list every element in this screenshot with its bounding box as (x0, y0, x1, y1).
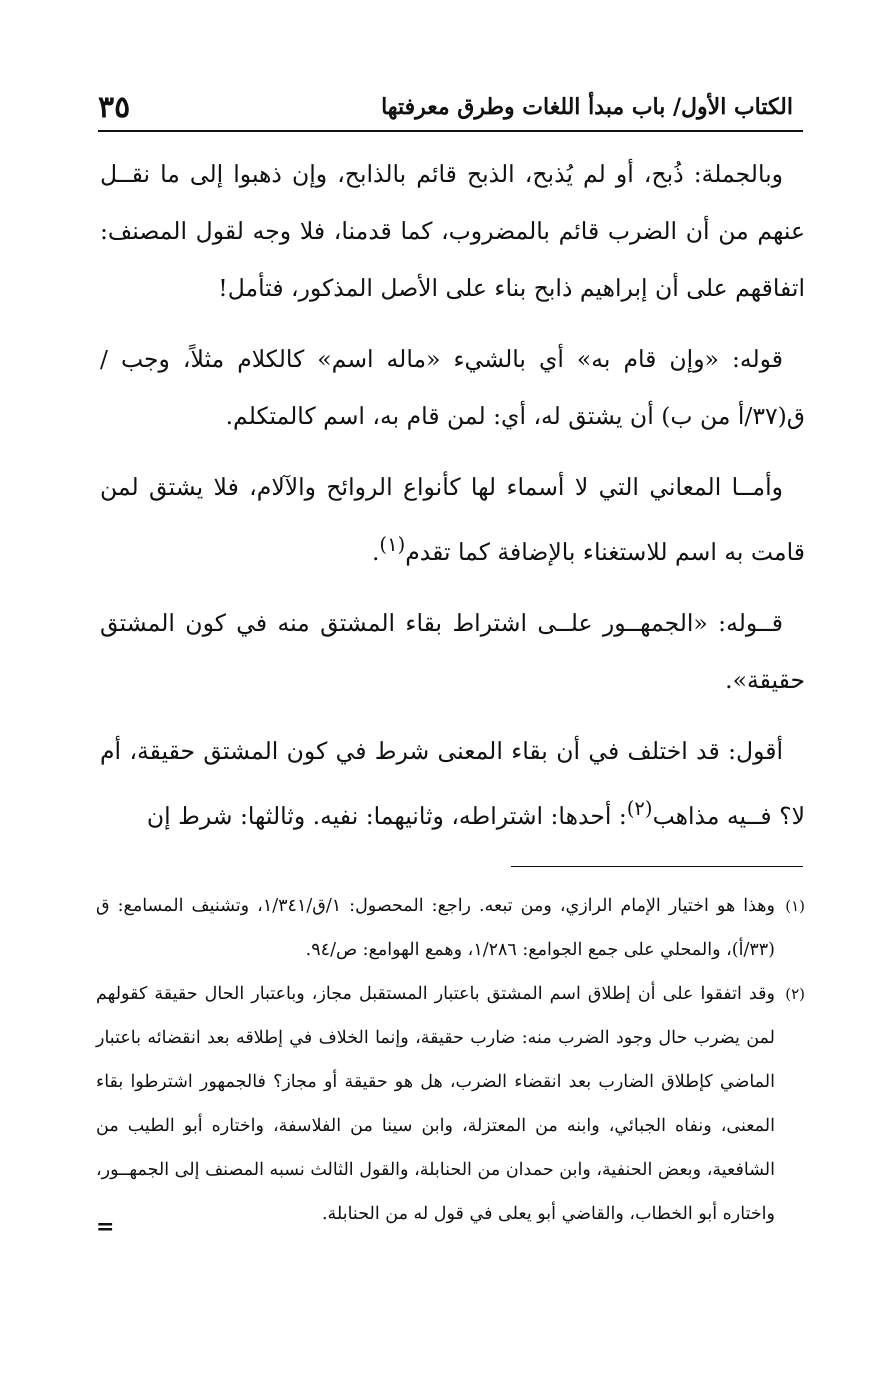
footnote-2-text: وقد اتفقوا على أن إطلاق اسم المشتق باعتبار المستقبل مجاز، وباعتبار الحال حقيقة كقولهم لمن يضرب حال وجود الضرب منه: ضارب حقيقة، وإنما الخلاف في إطلاقه بعد انقضائه باعتبار الماضي كإطلاق الضارب بعد انقضاء الضرب، هل هو حقيقة أو مجاز؟ فالجمهور اشترطوا بقاء المعنى، ونفاه الجبائي، وابنه من المعتزلة، وابن سينا من الفلاسفة، واختاره أبو الطيب من الشافعية، وبعض الحنفية، وابن حمدان من الحنابلة، والقول الثالث نسبه المصنف إلى الجمهــور، واختاره أبو الخطاب، والقاضي أبو يعلى في قول له من الحنابلة. (96, 984, 775, 1224)
page-header (98, 84, 803, 132)
footnote-divider (511, 866, 803, 867)
running-title: الكتاب الأول/ باب مبدأ اللغات وطرق معرفتها (381, 94, 793, 120)
footnote-ref-1: (١) (379, 533, 406, 556)
paragraph-3-text: وأمــا المعاني التي لا أسماء لها كأنواع الروائح والآلام، فلا يشتق لمن قامت به اسم للاستغناء بالإضافة كما تقدم (100, 473, 805, 566)
footnote-ref-2: (٢) (626, 796, 653, 820)
paragraph-4: قــوله: «الجمهــور علــى اشتراط بقاء المشتق منه في كون المشتق حقيقة». (100, 608, 805, 694)
footnote-1-marker: (١) (785, 897, 805, 915)
footnotes (96, 884, 805, 1236)
paragraph-3 (100, 459, 805, 581)
footnote-2-marker: (٢) (785, 985, 805, 1003)
footnote-2 (96, 972, 805, 1236)
paragraph-3-end: . (371, 537, 380, 566)
footnote-1 (96, 884, 805, 972)
footnote-1-text: وهذا هو اختيار الإمام الرازي، ومن تبعه. راجع: المحصول: ١/ق/١/٣٤١، وتشنيف المسامع: ق (٣٣/أ)، والمحلي على جمع الجوامع: ١/٢٨٦، وهمع الهوامع: ص/٩٤. (96, 896, 775, 960)
paragraph-5-text-b: : أحدها: اشتراطه، وثانيهما: نفيه. وثالثها: شرط إن (146, 801, 627, 830)
page-number: ٣٥ (98, 89, 131, 125)
paragraph-5 (100, 723, 805, 845)
continuation-mark: = (96, 1214, 115, 1240)
paragraph-1: وبالجملة: ذُبح، أو لم يُذبح، الذبح قائم بالذابح، وإن ذهبوا إلى ما نقــل عنهم من أن الضرب قائم بالمضروب، كما قدمنا، فلا وجه لقول المصنف: اتفاقهم على أن إبراهيم ذابح بناء على الأصل المذكور، فتأمل! (100, 160, 805, 302)
paragraph-2: قوله: «وإن قام به» أي بالشيء «ماله اسم» كالكلام مثلاً، وجب / ق(٣٧/أ من ب) أن يشتق له، أي: لمن قام به، اسم كالمتكلم. (100, 345, 805, 430)
main-text (100, 146, 805, 859)
paragraph-5-text-a: أقول: قد اختلف في أن بقاء المعنى شرط في كون المشتق حقيقة، أم لا؟ فــيه مذاهب (100, 736, 805, 830)
